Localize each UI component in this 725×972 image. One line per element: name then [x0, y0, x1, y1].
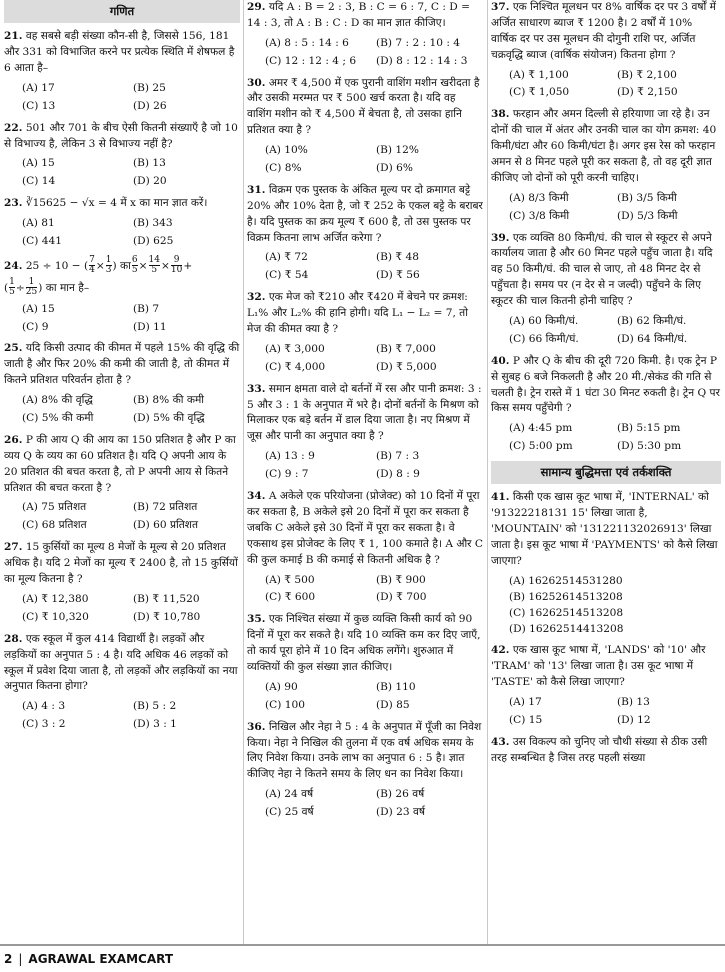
option-c[interactable]: (C) 66 किमी/घं.: [509, 332, 579, 345]
option-d[interactable]: (D) 20: [133, 175, 167, 188]
option-d[interactable]: (D) 26: [133, 99, 167, 112]
option-d[interactable]: (D) 23 वर्ष: [376, 806, 425, 819]
option-c[interactable]: (C) ₹ 600: [265, 591, 316, 604]
option-a[interactable]: (A) ₹ 1,100: [509, 68, 569, 81]
question-30: [247, 76, 483, 177]
option-b[interactable]: (B) 7 : 3: [376, 450, 420, 463]
option-a[interactable]: (A) 90: [265, 680, 298, 693]
question-31: [247, 183, 483, 284]
option-d[interactable]: (D) 60 प्रतिशत: [133, 519, 199, 532]
question-number: 32.: [247, 291, 266, 304]
option-d[interactable]: (D) 625: [133, 235, 174, 248]
question-23: [4, 196, 240, 250]
option-c[interactable]: (C) 25 वर्ष: [265, 806, 314, 819]
option-c[interactable]: (C) 68 प्रतिशत: [22, 519, 87, 532]
brand-logo: AGRAWAL EXAMCART: [28, 952, 173, 966]
question-text: 501 और 701 के बीच ऐसी कितनी संख्याएँ है जो 10 से विभाज्य है, लेकिन 3 से विभाज्य नहीं है?: [4, 121, 238, 150]
option-d[interactable]: (D) ₹ 700: [376, 591, 427, 604]
question-number: 31.: [247, 183, 266, 196]
option-d[interactable]: (D) 5% की वृद्धि: [133, 412, 205, 425]
option-a[interactable]: (A) 15: [22, 302, 55, 315]
fraction: $\frac{6}{5}$: [131, 254, 138, 276]
question-number: 29.: [247, 1, 266, 13]
option-b[interactable]: (B) 8% की कमी: [133, 394, 205, 407]
option-a[interactable]: (A) 75 प्रतिशत: [22, 501, 87, 514]
question-number: 33.: [247, 382, 266, 395]
question-text: P की आय Q की आय का 150 प्रतिशत है और P का व्यय Q के व्यय का 60 प्रतिशत है। यदि Q अपनी आय के 20 प्रतिशत की बचत करता है, तो P अपनी आय से कितने प्रतिशत की बचत करता है ?: [4, 433, 236, 494]
option-b[interactable]: (B) 13: [133, 157, 166, 170]
option-c[interactable]: (C) 3 : 2: [22, 718, 66, 731]
question-number: 39.: [491, 231, 510, 244]
option-a[interactable]: (A) ₹ 500: [265, 573, 315, 586]
fraction: $\frac{1}{25}$: [25, 276, 38, 298]
option-c[interactable]: (C) 9 : 7: [265, 468, 309, 481]
question-number: 40.: [491, 354, 510, 367]
page-footer: [0, 944, 725, 972]
option-c[interactable]: (C) 3/8 किमी: [509, 209, 570, 222]
question-number: 43.: [491, 735, 510, 748]
operator: +: [183, 259, 193, 272]
option-a[interactable]: (A) 8 : 5 : 14 : 6: [265, 36, 349, 49]
option-d[interactable]: (D) ₹ 56: [376, 269, 420, 282]
option-b[interactable]: (B) 5:15 pm: [617, 422, 681, 435]
question-36: [247, 720, 483, 821]
option-b[interactable]: (B) 26 वर्ष: [376, 788, 425, 801]
option-d[interactable]: (D) 5/3 किमी: [617, 209, 678, 222]
question-40: [491, 354, 721, 455]
question-37: [491, 0, 721, 101]
question-39: [491, 231, 721, 348]
column-3: [491, 0, 721, 773]
option-d[interactable]: (D) 11: [133, 320, 167, 333]
option-a[interactable]: (A) 17: [22, 81, 55, 94]
option-b[interactable]: (B) ₹ 11,520: [133, 592, 200, 605]
question-21: [4, 29, 240, 114]
option-a[interactable]: (A) 4 : 3: [22, 700, 66, 713]
option-b[interactable]: (B) 13: [617, 696, 650, 709]
expression-text: ) का: [112, 259, 131, 272]
question-text: किसी एक खास कूट भाषा में, 'INTERNAL' को '91322218131 15' लिखा जाता है, 'MOUNTAIN' को '131221132026913' लिखा जाता है। इस कूट भाषा में 'PAYMENTS' को कैसे लिखा जाएगा?: [491, 491, 718, 567]
question-text: विक्रम एक पुस्तक के अंकित मूल्य पर दो क्रमागत बट्टे 20% और 10% देता है, जो ₹ 252 के एकल बट्टे के बराबर है। यदि पुस्तक का क्रय मूल्य ₹ 600 है, तो उस पुस्तक पर विक्रम कितना लाभ अर्जित करेगा ?: [247, 183, 483, 244]
question-42: [491, 643, 721, 728]
question-text: एक निश्चित मूलधन पर 8% वार्षिक दर पर 3 वर्षों में अर्जित साधारण ब्याज ₹ 1200 है। 2 वर्षों में 10% वार्षिक दर पर उस मूलधन की दोगुनी राशि पर, अर्जित चक्रवृद्धि ब्याज (वार्षिक संयोजन) कितना होगा ?: [491, 1, 716, 61]
option-b[interactable]: (B) 25: [133, 81, 166, 94]
option-b[interactable]: (B) 62 किमी/घं.: [617, 315, 687, 328]
question-number: 28.: [4, 632, 23, 645]
option-d[interactable]: (D) ₹ 5,000: [376, 360, 437, 373]
question-24: 24. 25 ÷ 10 − ( $\frac{7}{4}$ × $\frac{1}{3}$ ) का $\frac{6}{5}$ × $\frac{14}{5}$ × $\frac{9}{10}$ + ( $\frac{1}{5}$ ÷ $\frac{1}{25}$ ) का मान है– (A) 15 (B) 7 (C) 9 (D) 11: [4, 256, 240, 336]
question-text: फरहान और अमन दिल्ली से हरियाणा जा रहे है। उन दोनों की चाल में अंतर और उनकी चाल का योग क्रमश: 40 किमी/घंटा और 60 किमी/घंटा है। अगर इस रेस को फरहान अमन से 8 मिनट पहले पूरी कर सकता है, तो वह दूरी ज्ञात कीजिए जो दोनों को पूरी करनी चाहिए।: [491, 108, 717, 184]
option-b[interactable]: (B) 12%: [376, 144, 419, 157]
question-number: 27.: [4, 541, 23, 554]
question-text: एक व्यक्ति 80 किमी/घं. की चाल से स्कूटर से अपने कार्यालय जाता है और 60 मिनट पहले पहुँच जाता है। यदि वह 50 किमी/घं. की चाल से जाए, तो 48 मिनट देर से पहुँचता है। समय पर (न देर से न जल्दी) पहुँचने के लिए स्कूटर की चाल कितनी होनी चाहिए ?: [491, 231, 713, 308]
fraction: $\frac{1}{5}$: [9, 276, 15, 298]
option-a[interactable]: (A) 4:45 pm: [509, 422, 573, 435]
question-number: 21.: [4, 30, 23, 43]
fraction: $\frac{14}{5}$: [148, 254, 160, 276]
expression-text: ) का मान है–: [38, 281, 90, 294]
option-b[interactable]: (B) 72 प्रतिशत: [133, 501, 198, 514]
question-text: A अकेले एक परियोजना (प्रोजेक्ट) को 10 दिनों में पूरा कर सकता है, B अकेले इसे 20 दिनों में पूरा कर सकता है जबकि C अकेले इसे 30 दिनों में पूरा कर सकता है। वे एकसाथ इस प्रोजेक्ट के लिए ₹ 1, 100 कमाते है। A और C की कुल कमाई B की कमाई से कितनी अधिक है ?: [247, 490, 483, 566]
option-a[interactable]: (A) 16262514531280: [509, 574, 623, 587]
option-b[interactable]: (B) 7: [133, 302, 160, 315]
option-b[interactable]: (B) ₹ 7,000: [376, 342, 436, 355]
option-c[interactable]: (C) 441: [22, 235, 62, 248]
question-27: [4, 540, 240, 625]
question-29: [247, 0, 483, 70]
option-b[interactable]: (B) 3/5 किमी: [617, 191, 677, 204]
question-33: [247, 382, 483, 483]
option-b[interactable]: (B) 16252614513208: [509, 590, 623, 603]
question-number: 37.: [491, 1, 510, 13]
option-c[interactable]: (C) ₹ 4,000: [265, 360, 326, 373]
option-b[interactable]: (B) 5 : 2: [133, 700, 177, 713]
question-26: [4, 433, 240, 534]
question-34: [247, 489, 483, 606]
option-c[interactable]: (C) 5% की कमी: [22, 412, 94, 425]
expression-text: 25 ÷ 10 − (: [25, 259, 89, 272]
option-b[interactable]: (B) ₹ 48: [376, 251, 420, 264]
question-28: [4, 632, 240, 733]
option-d[interactable]: (D) 12: [617, 713, 651, 726]
option-c[interactable]: (C) 16262514513208: [509, 606, 624, 619]
question-text: एक मेज को ₹210 और ₹420 में बेचने पर क्रमश: L₁% और L₂% की हानि होगी। यदि L₁ − L₂ = 7, तो मेज की कीमत क्या है ?: [247, 291, 468, 336]
column-2: [247, 0, 483, 827]
option-d[interactable]: (D) 3 : 1: [133, 718, 177, 731]
option-d[interactable]: (D) 64 किमी/घं.: [617, 332, 688, 345]
question-text: वह सबसे बड़ी संख्या कौन-सी है, जिससे 156, 181 और 331 को विभाजित करने पर प्रत्येक स्थिति में शेषफल है 6 आता है–: [4, 30, 235, 75]
option-c[interactable]: (C) ₹ 10,320: [22, 610, 89, 623]
question-number: 35.: [247, 613, 266, 626]
question-25: [4, 341, 240, 426]
operator: ×: [160, 259, 170, 272]
option-a[interactable]: (A) ₹ 12,380: [22, 592, 89, 605]
question-number: 34.: [247, 490, 266, 503]
question-text: एक खास कूट भाषा में, 'LANDS' को '10' और 'TRAM' को '13' लिखा जाता है। उस कूट भाषा में 'TASTE' को कैसे लिखा जाएगा?: [491, 644, 706, 689]
option-a[interactable]: (A) 10%: [265, 144, 308, 157]
fraction: $\frac{1}{3}$: [105, 254, 112, 276]
operator: ×: [95, 259, 105, 272]
option-d[interactable]: (D) 16262514413208: [509, 622, 624, 635]
question-41: [491, 490, 721, 637]
question-number: 42.: [491, 644, 510, 657]
option-c[interactable]: (C) 8%: [265, 162, 302, 175]
fraction: $\frac{9}{10}$: [170, 254, 183, 276]
option-b[interactable]: (B) 110: [376, 680, 416, 693]
option-c[interactable]: (C) 14: [22, 175, 56, 188]
option-a[interactable]: (A) 81: [22, 217, 55, 230]
question-text: अमर ₹ 4,500 में एक पुरानी वाशिंग मशीन खरीदता है और उसकी मरम्मत पर ₹ 500 खर्च करता है। यदि वह वाशिंग मशीन को ₹ 4,500 में बेचता है, तो उसका हानि प्रतिशत क्या है ?: [247, 76, 480, 137]
option-a[interactable]: (A) 8% की वृद्धि: [22, 394, 93, 407]
question-text: समान क्षमता वाले दो बर्तनों में रस और पानी क्रमश: 3 : 5 और 3 : 1 के अनुपात में भरे है। दोनों बर्तनों के मिश्रण को मिलाकर एक बड़े बर्तन में डाल दिया जाता है। नए मिश्रण में जूस और पानी का अनुपात क्या है ?: [247, 382, 482, 443]
option-a[interactable]: (A) ₹ 72: [265, 251, 308, 264]
question-text: P और Q के बीच की दूरी 720 किमी. है। एक ट्रेन P से सुबह 6 बजे निकलती है और 20 मी./सेकंड की गति से चलती है। ट्रेन रास्ते में 1 घंटा 30 मिनट रुकती है। ट्रेन Q पर किस समय पहुँचेगी ?: [491, 354, 720, 415]
question-text: यदि A : B = 2 : 3, B : C = 6 : 7, C : D = 14 : 3, तो A : B : C : D का मान ज्ञात कीजिए।: [247, 1, 471, 29]
question-number: 30.: [247, 76, 266, 89]
question-32: [247, 290, 483, 375]
question-38: [491, 107, 721, 224]
question-text: 15 कुर्सियों का मूल्य 8 मेजों के मूल्य से 20 प्रतिशत अधिक है। यदि 2 मेजों का मूल्य ₹ 2400 है, तो 15 कुर्सियों का मूल्य कितना है ?: [4, 541, 238, 586]
option-a[interactable]: (A) ₹ 3,000: [265, 342, 325, 355]
option-c[interactable]: (C) 13: [22, 99, 56, 112]
question-text: यदि किसी उत्पाद की कीमत में पहले 15% की वृद्धि की जाती है और फिर 20% की कमी की जाती है, तो कीमत में कितने प्रतिशत परिवर्तन होता है ?: [4, 342, 240, 387]
column-divider: [487, 0, 488, 944]
section-header-math: गणित: [4, 0, 240, 23]
question-text: उस विकल्प को चुनिए जो चौथी संख्या से ठीक उसी तरह सम्बन्धित है जिस तरह पहली संख्या: [491, 735, 708, 764]
option-d[interactable]: (D) 5:30 pm: [617, 440, 682, 453]
question-number: 26.: [4, 433, 23, 446]
question-43: [491, 735, 721, 767]
question-number: 22.: [4, 121, 23, 134]
section-header-reasoning: सामान्य बुद्धिमत्ता एवं तर्कशक्ति: [491, 461, 721, 484]
option-d[interactable]: (D) ₹ 2,150: [617, 86, 678, 99]
option-d[interactable]: (D) 8 : 9: [376, 468, 420, 481]
question-number: 25.: [4, 342, 23, 355]
option-c[interactable]: (C) 100: [265, 698, 305, 711]
question-22: [4, 121, 240, 191]
option-d[interactable]: (D) ₹ 10,780: [133, 610, 201, 623]
option-c[interactable]: (C) 5:00 pm: [509, 440, 573, 453]
footer-separator: |: [18, 952, 23, 966]
option-c[interactable]: (C) 15: [509, 713, 543, 726]
question-number: 24.: [4, 259, 23, 272]
option-d[interactable]: (D) 8 : 12 : 14 : 3: [376, 54, 468, 67]
option-c[interactable]: (C) ₹ 1,050: [509, 86, 570, 99]
option-a[interactable]: (A) 24 वर्ष: [265, 788, 314, 801]
question-text: एक स्कूल में कुल 414 विद्यार्थी है। लड़कों और लड़कियों का अनुपात 5 : 4 है। यदि अधिक 46 लड़कों को स्कूल में प्रवेश दिया जाता है, तो लड़कों और लड़कियों का नया अनुपात कितना होगा?: [4, 632, 238, 693]
option-a[interactable]: (A) 8/3 किमी: [509, 191, 569, 204]
option-a[interactable]: (A) 60 किमी/घं.: [509, 315, 579, 328]
option-b[interactable]: (B) ₹ 2,100: [617, 68, 677, 81]
option-a[interactable]: (A) 13 : 9: [265, 450, 315, 463]
option-b[interactable]: (B) 343: [133, 217, 173, 230]
option-c[interactable]: (C) ₹ 54: [265, 269, 309, 282]
option-c[interactable]: (C) 12 : 12 : 4 ; 6: [265, 54, 357, 67]
question-35: [247, 612, 483, 713]
option-b[interactable]: (B) ₹ 900: [376, 573, 426, 586]
question-number: 23.: [4, 197, 23, 210]
fraction: $\frac{7}{4}$: [89, 254, 95, 276]
question-text: निखिल और नेहा ने 5 : 4 के अनुपात में पूँजी का निवेश किया। नेहा ने निखिल की तुलना में एक वर्ष अधिक समय के लिए निवेश किया। उनके लाभ का अनुपात 6 : 5 है। ज्ञात कीजिए नेहा ने कितने समय के लिए धन का निवेश किया।: [247, 720, 482, 781]
option-c[interactable]: (C) 9: [22, 320, 49, 333]
column-1: [4, 0, 240, 739]
option-a[interactable]: (A) 15: [22, 157, 55, 170]
option-d[interactable]: (D) 6%: [376, 162, 413, 175]
column-divider: [243, 0, 244, 944]
question-number: 36.: [247, 720, 266, 733]
question-number: 41.: [491, 491, 510, 504]
question-text: एक निश्चित संख्या में कुछ व्यक्ति किसी कार्य को 90 दिनों में पूरा कर सकते है। यदि 10 व्यक्ति कम कर दिए जाएँ, तो कार्य पूरा होने में 10 दिन अधिक लगेंगे। शुरुआत में व्यक्तियों की कुल संख्या ज्ञात कीजिए।: [247, 613, 481, 673]
option-b[interactable]: (B) 7 : 2 : 10 : 4: [376, 36, 461, 49]
question-number: 38.: [491, 108, 510, 121]
page-number: 2: [4, 952, 13, 966]
question-text: ∛15625 − √x = 4 में x का मान ज्ञात करें।: [25, 197, 208, 210]
option-a[interactable]: (A) 17: [509, 696, 542, 709]
option-d[interactable]: (D) 85: [376, 698, 410, 711]
operator: ×: [138, 259, 148, 272]
